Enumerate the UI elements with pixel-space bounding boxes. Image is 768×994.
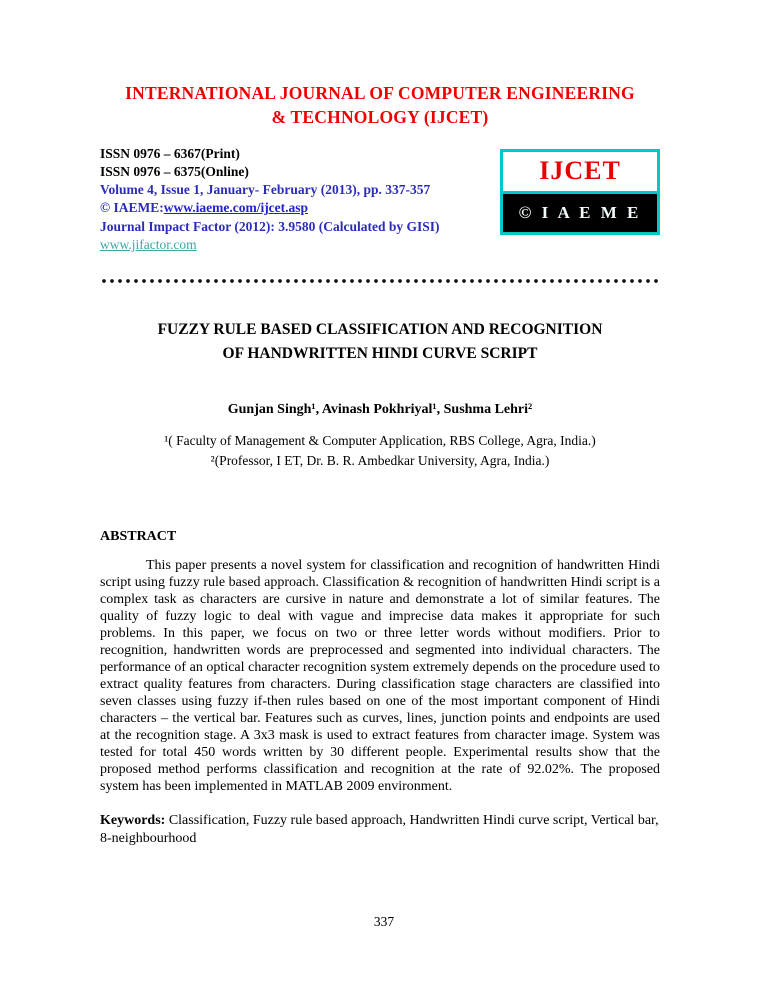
abstract-heading: ABSTRACT bbox=[100, 529, 177, 545]
affiliations-block bbox=[100, 431, 660, 472]
authors-line: Gunjan Singh¹, Avinash Pokhriyal¹, Sushma Lehri² bbox=[227, 401, 533, 417]
affiliation-1: ¹( Faculty of Management & Computer Application, RBS College, Agra, India.) bbox=[164, 432, 596, 448]
ijcet-logo bbox=[500, 149, 660, 235]
journal-header-row bbox=[100, 145, 660, 253]
iaeme-label: © IAEME: bbox=[100, 200, 164, 216]
journal-title bbox=[100, 82, 660, 129]
issn-print: ISSN 0976 – 6367(Print) bbox=[100, 146, 240, 162]
iaeme-logo-wordmark: © I A E M E bbox=[503, 194, 657, 232]
keywords-text: Classification, Fuzzy rule based approach, Handwritten Hindi curve script, Vertical bar, 8-neighbourhood bbox=[100, 813, 659, 846]
iaeme-line bbox=[100, 199, 439, 217]
keywords-label: Keywords: bbox=[100, 813, 166, 829]
abstract-text: This paper presents a novel system for classification and recognition of handwritten Hindi script using fuzzy rule based approach. Classification & recognition of handwritten Hindi script is a complex task as characters are cursive in nature and demonstrate a lot of similar features. The quality of fuzzy logic to deal with vague and imprecise data makes it appropriate for such problems. In this paper, we focus on two or three letter words without modifiers. Prior to recognition, handwritten words are preprocessed and segmented into individual characters. The performance of an optical character recognition system extremely depends on the procedure used to extract quality features from characters. During classification stage characters are classified into seven classes using fuzzy if-then rules based on one of the most important component of Hindi characters – the vertical bar. Features such as curves, lines, junction points and endpoints are used at the recognition stage. A 3x3 mask is used to extract features from character image. System was tested for total 450 words written by 30 different people. Experimental results show that the proposed method performs classification and recognition at the rate of 92.02%. The proposed system has been implemented in MATLAB 2009 environment. bbox=[100, 558, 660, 795]
paper-title-line1: FUZZY RULE BASED CLASSIFICATION AND RECOGNITION bbox=[157, 320, 603, 338]
paper-title-line2: OF HANDWRITTEN HINDI CURVE SCRIPT bbox=[222, 344, 538, 362]
paper-title bbox=[100, 318, 660, 366]
page-number: 337 bbox=[373, 914, 395, 929]
issn-online: ISSN 0976 – 6375(Online) bbox=[100, 164, 249, 180]
dotted-separator bbox=[100, 278, 660, 284]
volume-info: Volume 4, Issue 1, January- February (2013), pp. 337-357 bbox=[100, 182, 431, 198]
iaeme-link[interactable]: www.iaeme.com/ijcet.asp bbox=[163, 200, 309, 216]
affiliation-2: ²(Professor, I ET, Dr. B. R. Ambedkar University, Agra, India.) bbox=[210, 453, 550, 468]
keywords-line bbox=[100, 812, 660, 847]
ijcet-logo-wordmark: IJCET bbox=[503, 152, 657, 194]
journal-title-line2: & TECHNOLOGY (IJCET) bbox=[271, 106, 489, 127]
jifactor-link[interactable]: www.jifactor.com bbox=[100, 236, 197, 252]
journal-info-block bbox=[100, 145, 439, 253]
impact-factor: Journal Impact Factor (2012): 3.9580 (Calculated by GISI) bbox=[100, 218, 440, 234]
journal-title-line1: INTERNATIONAL JOURNAL OF COMPUTER ENGINEERING bbox=[125, 83, 635, 103]
